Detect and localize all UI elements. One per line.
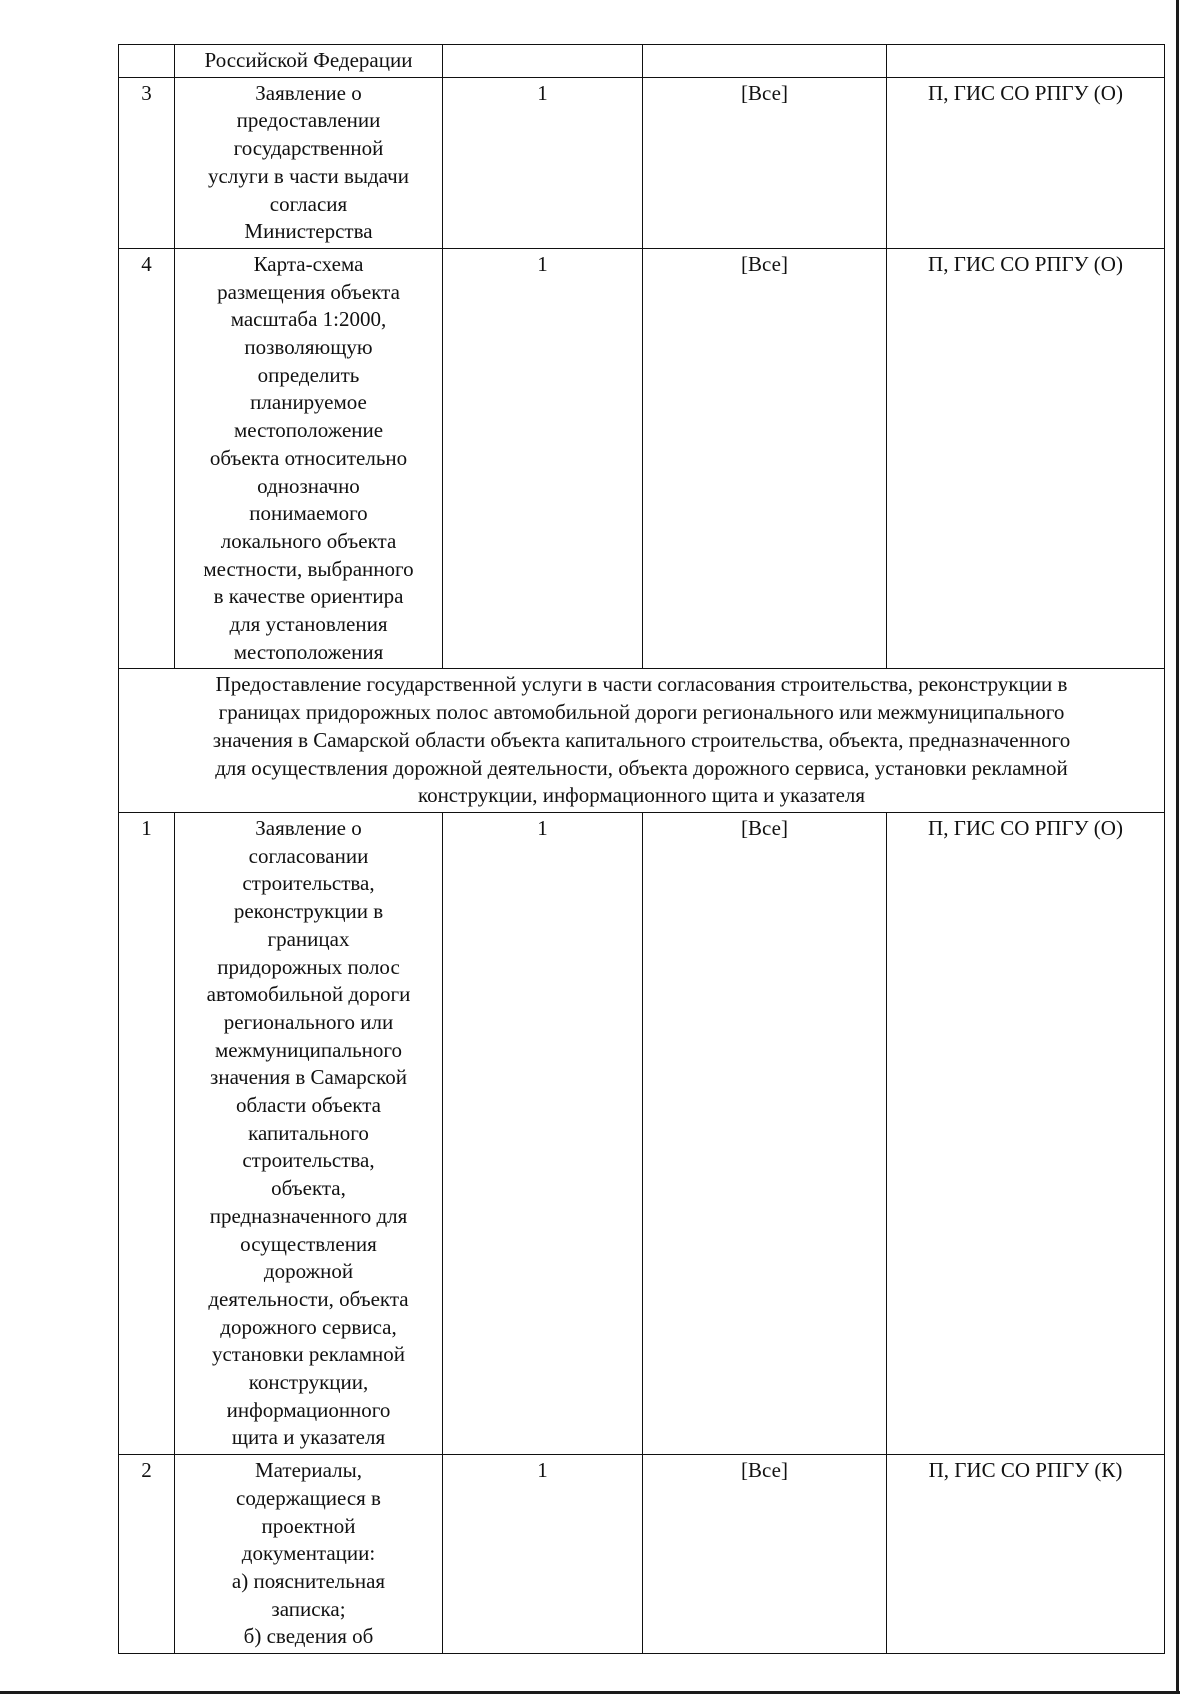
document-name-line: автомобильной дороги — [206, 982, 411, 1007]
document-name — [175, 812, 443, 1454]
section-heading-line: Предоставление государственной услуги в части согласования строительства, реконструкции в — [215, 672, 1068, 697]
document-name-line: объекта относительно — [209, 445, 408, 470]
table-row — [119, 248, 1165, 669]
document-name-line: однозначно — [257, 473, 360, 498]
document-name-line: объекта, — [271, 1176, 346, 1201]
document-name-line: услуги в части выдачи — [208, 163, 409, 188]
document-quantity: 1 — [443, 812, 643, 1454]
section-heading-line: значения в Самарской области объекта капитального строительства, объекта, предназначенного — [212, 727, 1071, 752]
document-name-line: строительства, — [242, 871, 375, 896]
applicant-category: [Все] — [643, 248, 887, 669]
document-name-line: строительства, — [242, 1148, 375, 1173]
applicant-category: [Все] — [643, 1455, 887, 1654]
document-name-line: деятельности, объекта — [208, 1286, 409, 1311]
document-name-line: Материалы, — [254, 1458, 363, 1483]
documents-table — [118, 44, 1165, 1654]
document-name-line: информационного — [226, 1397, 391, 1422]
document-name-line: реконструкции в — [233, 899, 384, 924]
document-name — [175, 1455, 443, 1654]
document-name-line: государственной — [233, 136, 384, 161]
row-number: 1 — [119, 812, 175, 1454]
cell-num-empty — [119, 45, 175, 78]
table-row — [119, 77, 1165, 248]
document-name-line: содержащиеся в — [236, 1485, 381, 1510]
document-name-line: б) сведения об — [243, 1624, 374, 1649]
applicant-category: [Все] — [643, 77, 887, 248]
section-heading-row — [119, 669, 1165, 813]
row-number: 3 — [119, 77, 175, 248]
scan-edge-right — [1176, 0, 1179, 1692]
document-name-line: согласия — [269, 191, 348, 216]
document-name-line: дорожной — [263, 1259, 354, 1284]
document-name-line: определить — [257, 362, 360, 387]
document-name-line: щита и указателя — [231, 1425, 386, 1450]
cell-empty — [643, 45, 887, 78]
section-heading-line: для осуществления дорожной деятельности, объекта дорожного сервиса, установки рекламной — [215, 755, 1068, 780]
document-name-line: Заявление о — [255, 815, 362, 840]
document-name-line: регионального или — [223, 1009, 394, 1034]
cell-name-continuation: Российской Федерации — [175, 45, 443, 78]
submission-form: П, ГИС СО РПГУ (О) — [887, 812, 1165, 1454]
table-row — [119, 1455, 1165, 1654]
document-name-line: Министерства — [244, 219, 373, 244]
section-heading-line: конструкции, информационного щита и указателя — [417, 783, 866, 808]
document-name-line: предназначенного для — [209, 1203, 408, 1228]
continuation-row — [119, 45, 1165, 78]
submission-form: П, ГИС СО РПГУ (О) — [887, 77, 1165, 248]
applicant-category: [Все] — [643, 812, 887, 1454]
document-quantity: 1 — [443, 1455, 643, 1654]
document-name-line: согласовании — [248, 843, 369, 868]
row-number: 2 — [119, 1455, 175, 1654]
document-name-line: предоставлении — [236, 108, 381, 133]
submission-form: П, ГИС СО РПГУ (О) — [887, 248, 1165, 669]
section-heading — [119, 669, 1165, 813]
document-name-line: размещения объекта — [217, 279, 400, 304]
document-name-line: установки рекламной — [211, 1342, 405, 1367]
document-name-line: Карта-схема — [253, 251, 364, 276]
document-name — [175, 248, 443, 669]
cell-empty — [887, 45, 1165, 78]
document-name-line: конструкции, — [248, 1370, 369, 1395]
document-name-line: записка; — [271, 1596, 346, 1621]
document-name-line: локального объекта — [220, 528, 397, 553]
document-quantity: 1 — [443, 77, 643, 248]
document-name-line: документации: — [241, 1541, 376, 1566]
document-quantity: 1 — [443, 248, 643, 669]
document-name-line: для установления — [229, 612, 388, 637]
submission-form: П, ГИС СО РПГУ (К) — [887, 1455, 1165, 1654]
section-heading-line: границах придорожных полос автомобильной дороги регионального или межмуниципального — [218, 700, 1065, 725]
document-name — [175, 77, 443, 248]
scan-edge-bottom — [0, 1691, 1180, 1694]
document-name-line: проектной — [261, 1513, 356, 1538]
document-name-line: местности, выбранного — [203, 556, 414, 581]
document-name-line: дорожного сервиса, — [220, 1314, 397, 1339]
document-name-line: понимаемого — [249, 501, 368, 526]
document-name-line: планируемое — [250, 390, 367, 415]
document-name-line: капитального — [248, 1120, 369, 1145]
cell-empty — [443, 45, 643, 78]
row-number: 4 — [119, 248, 175, 669]
document-name-line: Заявление о — [255, 80, 362, 105]
document-name-line: в качестве ориентира — [213, 584, 404, 609]
document-name-line: придорожных полос — [217, 954, 400, 979]
document-name-line: межмуниципального — [215, 1037, 402, 1062]
document-name-line: позволяющую — [244, 335, 373, 360]
table-row — [119, 812, 1165, 1454]
document-name-line: местоположение — [233, 418, 384, 443]
document-name-line: местоположения — [233, 639, 384, 664]
document-name-line: осуществления — [240, 1231, 377, 1256]
document-name-line: а) пояснительная — [231, 1568, 386, 1593]
document-name-line: границах — [267, 926, 350, 951]
document-name-line: области объекта — [236, 1093, 381, 1118]
document-name-line: масштаба 1:2000, — [230, 307, 387, 332]
document-name-line: значения в Самарской — [210, 1065, 407, 1090]
